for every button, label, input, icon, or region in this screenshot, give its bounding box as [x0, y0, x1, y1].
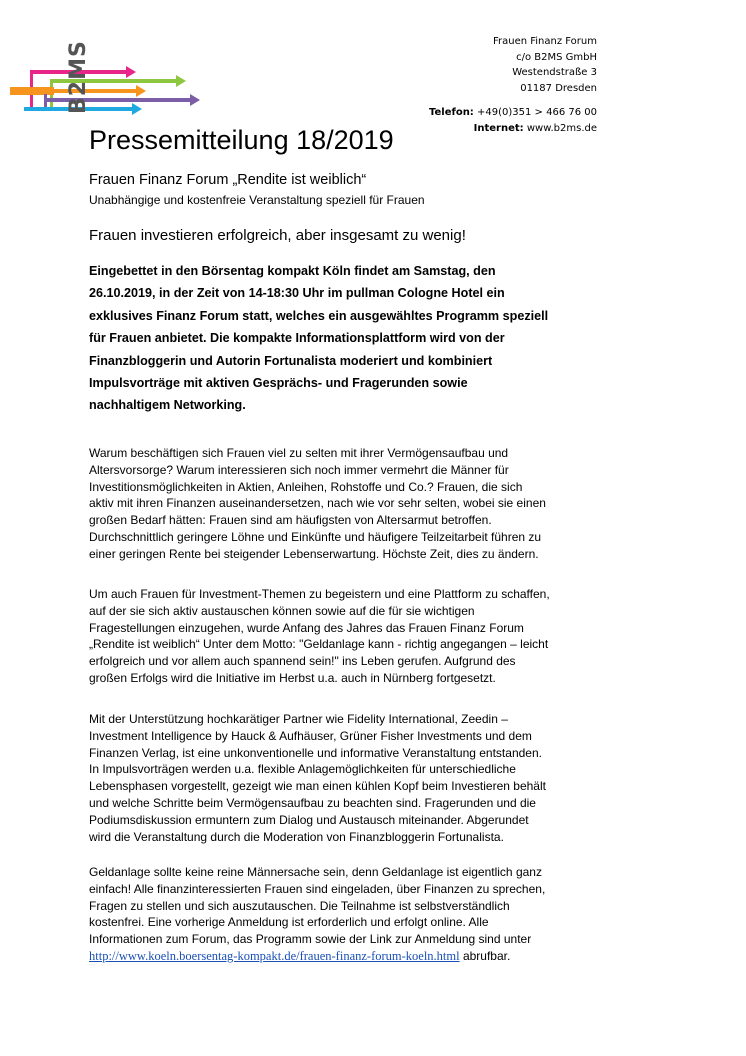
text-line: großen Erfolgs wird die Initiative im Herbst u.a. auch in Nürnberg fortgesetzt. — [89, 670, 496, 685]
text-line: Um auch Frauen für Investment-Themen zu begeistern und eine Plattform zu schaffen, — [89, 587, 550, 601]
text-line: Fragestellungen einzugehen, wurde Anfang des Jahres das Frauen Finanz Forum — [89, 620, 524, 635]
text-line: Fragen zu stellen und sich auszutauschen. Die Teilnahme ist selbstverständlich — [89, 898, 510, 913]
text-line: Investitionsmöglichkeiten in Aktien, Anleihen, Rohstoffe und Co.? Frauen, die sich — [89, 479, 523, 494]
body-paragraph-2 — [89, 586, 609, 687]
body-paragraph-1 — [89, 445, 609, 563]
text-line: auf der sie sich aktiv austauschen können sowie auf die für sie wichtigen — [89, 603, 475, 618]
text-line: und welche Schritte beim Vermögensaufbau zu beachten sind. Fragerunden und die — [89, 795, 536, 810]
text-line: Informationen zum Forum, das Programm sowie der Link zur Anmeldung sind unter — [89, 932, 532, 947]
address-line: 01187 Dresden — [520, 82, 597, 94]
page-title: Pressemitteilung 18/2019 — [89, 125, 394, 155]
text-line: In Impulsvorträgen werden u.a. flexible Anlagemöglichkeiten für unterschiedliche — [89, 762, 516, 777]
logo-text: B2MS — [66, 40, 91, 114]
address-line: Westendstraße 3 — [512, 67, 597, 78]
text-line: erfolgreich und vor allem auch spannend sein!" ins Leben gerufen. Aufgrund des — [89, 654, 516, 669]
text-line: aktiv mit ihren Finanzen auseinandersetzen, nach wie vor sehr selten, wobei sie einen — [89, 496, 546, 511]
text-line: exklusives Finanz Forum statt, welches ein ausgewähltes Programm speziell — [89, 308, 549, 323]
text-line: Podiumsdiskussion ermuntern zum Dialog und Austausch miteinander. Abgerundet — [89, 812, 529, 827]
text-line: Durchschnittlich geringere Löhne und Einkünfte und häufigere Teilzeitarbeit führen zu — [89, 529, 542, 544]
text-line: nachhaltigem Networking. — [89, 398, 246, 413]
event-line: Frauen Finanz Forum „Rendite ist weiblich“ — [89, 172, 367, 188]
text-line: Finanzen Verlag, ist eine unkonventionelle und informative Veranstaltung entstanden. — [89, 745, 542, 760]
text-line: Impulsvorträge mit aktiven Gesprächs- und Fragerunden sowie — [89, 376, 468, 391]
text-line: kostenfrei. Eine vorherige Anmeldung ist erforderlich und erfolgt online. Alle — [89, 915, 489, 930]
b2ms-logo — [10, 38, 200, 120]
website[interactable]: www.b2ms.de — [526, 122, 597, 134]
link-suffix: abrufbar. — [459, 948, 511, 963]
text-line: einer geringen Rente bei steigender Lebenserwartung. Höchste Zeit, dies zu ändern. — [89, 546, 539, 561]
address-line: Frauen Finanz Forum — [492, 36, 597, 47]
phone-number: +49(0)351 > 466 76 00 — [477, 107, 597, 118]
text-line: „Rendite ist weiblich“ Unter dem Motto: "Geldanlage kann - richtig angegangen – leicht — [89, 637, 549, 652]
text-line: Mit der Unterstützung hochkarätiger Partner wie Fidelity International, Zeedin – — [89, 712, 508, 726]
text-line: Geldanlage sollte keine reine Männersache sein, denn Geldanlage ist eigentlich ganz — [89, 865, 542, 879]
sender-address — [429, 34, 597, 136]
phone-label: Telefon: — [428, 107, 474, 118]
text-line: einfach! Alle finanzinteressierten Frauen sind eingeladen, über Finanzen zu sprechen, — [89, 881, 546, 896]
registration-link[interactable]: http://www.koeln.boersentag-kompakt.de/frauen-finanz-forum-koeln.html — [89, 948, 460, 963]
text-line: 26.10.2019, in der Zeit von 14-18:30 Uhr im pullman Cologne Hotel ein — [89, 286, 505, 301]
text-line: wird die Veranstaltung durch die Moderation von Finanzbloggerin Fortunalista. — [89, 829, 504, 844]
text-line: großen Bedarf hätten: Frauen sind am häufigsten von Altersarmut betroffen. — [89, 513, 492, 528]
body-paragraph-3 — [89, 711, 609, 845]
text-line: Warum beschäftigen sich Frauen viel zu selten mit ihrer Vermögensaufbau und — [89, 446, 509, 460]
text-line: Investment Intelligence by Hauck & Aufhäuser, Grüner Fisher Investments und dem — [89, 728, 532, 743]
phone-line — [429, 105, 597, 121]
text-line: Lebensphasen vorgestellt, gezeigt wie man einen kühlen Kopf beim Investieren behält — [89, 779, 546, 794]
logo-arrows — [10, 66, 200, 115]
link-line — [89, 948, 609, 965]
headline: Frauen investieren erfolgreich, aber insgesamt zu wenig! — [89, 227, 466, 244]
lead-paragraph — [89, 260, 609, 417]
text-line: Finanzbloggerin und Autorin Fortunalista moderiert und kombiniert — [89, 353, 493, 368]
internet-label: Internet: — [473, 122, 524, 134]
text-line: Eingebettet in den Börsentag kompakt Köln findet am Samstag, den — [89, 264, 496, 278]
text-line: Altersvorsorge? Warum interessieren sich noch immer vermehrt die Männer für — [89, 462, 509, 477]
body-paragraph-4 — [89, 864, 609, 965]
text-line: für Frauen anbietet. Die kompakte Informationsplattform wird von der — [89, 331, 505, 346]
address-line: c/o B2MS GmbH — [516, 51, 597, 63]
event-subline: Unabhängige und kostenfreie Veranstaltung speziell für Frauen — [89, 193, 425, 207]
internet-line — [429, 121, 597, 137]
